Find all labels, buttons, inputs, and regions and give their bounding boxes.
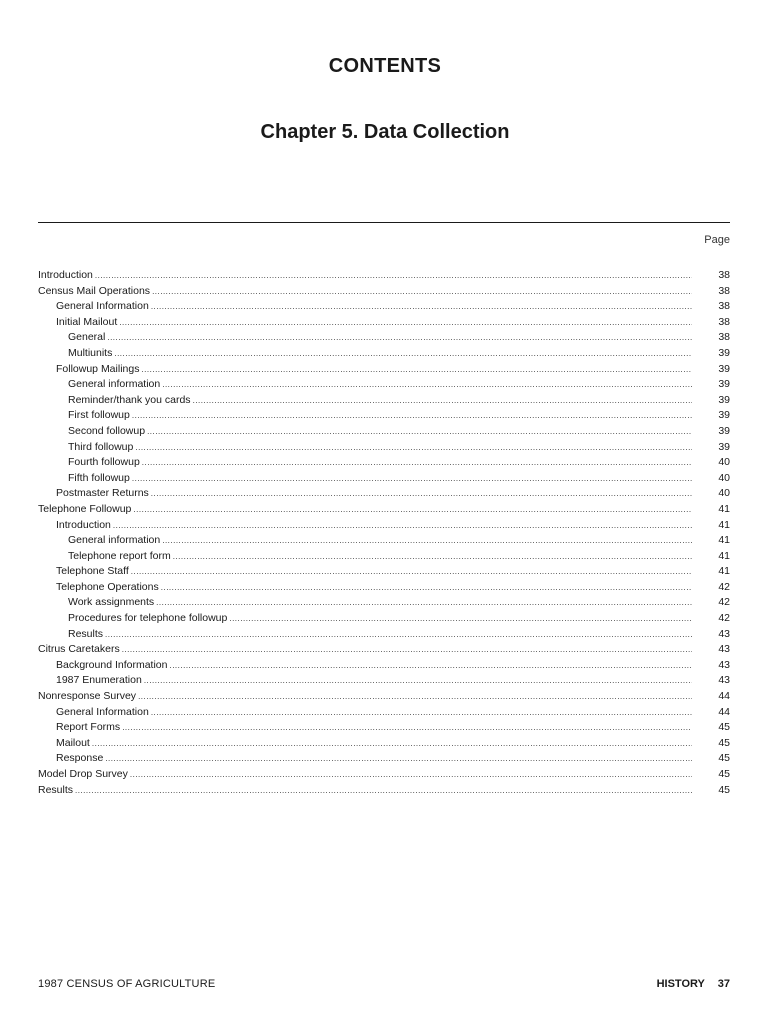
toc-entry-label: Background Information [56, 658, 168, 671]
toc-entry-label: Telephone Followup [38, 502, 132, 515]
toc-entry-label: Results [38, 783, 74, 796]
toc-entry [38, 408, 730, 424]
toc-entry-page: 39 [718, 346, 730, 359]
toc-dot-leader [147, 424, 692, 440]
toc-dot-leader [162, 377, 692, 393]
toc-dot-leader [173, 549, 692, 565]
toc-dot-leader [119, 315, 692, 331]
toc-entry [38, 346, 730, 362]
toc-dot-leader [229, 611, 692, 627]
toc-entry-page: 38 [718, 300, 730, 313]
toc-entry-label: Third followup [68, 440, 134, 453]
toc-entry-label: Second followup [68, 424, 146, 437]
footer-publication: 1987 CENSUS OF AGRICULTURE [38, 978, 216, 990]
toc-entry-label: Fifth followup [68, 471, 130, 484]
toc-dot-leader [151, 705, 692, 721]
toc-entry [38, 549, 730, 565]
toc-entry-page: 45 [718, 783, 730, 796]
toc-dot-leader [151, 299, 692, 315]
toc-entry [38, 767, 730, 783]
toc-entry-page: 40 [718, 471, 730, 484]
toc-entry-label: Results [68, 627, 104, 640]
toc-dot-leader [130, 767, 692, 783]
toc-dot-leader [156, 595, 692, 611]
toc-entry [38, 268, 730, 284]
toc-entry-label: Reminder/thank you cards [68, 393, 191, 406]
toc-entry [38, 393, 730, 409]
toc-dot-leader [122, 720, 692, 736]
toc-dot-leader [193, 393, 692, 409]
toc-entry-page: 40 [718, 487, 730, 500]
toc-entry-label: 1987 Enumeration [56, 674, 142, 687]
toc-entry-page: 41 [718, 534, 730, 547]
toc-entry-page: 41 [718, 518, 730, 531]
toc-entry [38, 720, 730, 736]
toc-entry-page: 44 [718, 705, 730, 718]
toc-entry-label: First followup [68, 409, 130, 422]
toc-dot-leader [133, 502, 692, 518]
toc-dot-leader [152, 284, 692, 300]
toc-entry-page: 40 [718, 456, 730, 469]
toc-entry-label: Fourth followup [68, 456, 140, 469]
toc-dot-leader [114, 346, 692, 362]
toc-entry-page: 42 [718, 596, 730, 609]
toc-entry-label: Multiunits [68, 346, 113, 359]
toc-entry-page: 42 [718, 580, 730, 593]
toc-dot-leader [131, 564, 692, 580]
toc-entry-page: 43 [718, 674, 730, 687]
toc-entry-page: 39 [718, 393, 730, 406]
toc-dot-leader [92, 736, 692, 752]
toc-entry [38, 658, 730, 674]
toc-entry-page: 45 [718, 721, 730, 734]
toc-dot-leader [141, 362, 692, 378]
toc-dot-leader [169, 658, 692, 674]
toc-entry-label: Followup Mailings [56, 362, 140, 375]
toc-entry-page: 41 [718, 502, 730, 515]
chapter-title: Chapter 5. Data Collection [260, 121, 510, 143]
toc-entry-page: 45 [718, 768, 730, 780]
toc-entry-label: Mailout [56, 736, 90, 749]
toc-entry-label: General information [68, 534, 161, 547]
header-divider [38, 222, 730, 223]
toc-entry [38, 783, 730, 799]
toc-entry [38, 595, 730, 611]
toc-entry-page: 42 [718, 612, 730, 625]
toc-entry-label: Response [56, 752, 104, 765]
toc-entry-label: General Information [56, 705, 149, 718]
toc-entry [38, 611, 730, 627]
toc-entry-label: Census Mail Operations [38, 284, 151, 297]
toc-entry [38, 315, 730, 331]
toc-entry-label: Postmaster Returns [56, 487, 149, 500]
toc-entry-label: Introduction [56, 518, 111, 531]
contents-title: CONTENTS [328, 55, 442, 77]
toc-entry-page: 39 [718, 409, 730, 422]
toc-dot-leader [132, 471, 692, 487]
toc-entry-label: Telephone report form [68, 549, 171, 562]
toc-dot-leader [113, 518, 692, 534]
toc-entry [38, 299, 730, 315]
toc-entry-page: 38 [718, 315, 730, 328]
toc-entry-page: 45 [718, 736, 730, 749]
toc-entry [38, 377, 730, 393]
toc-dot-leader [135, 440, 692, 456]
toc-dot-leader [122, 642, 692, 658]
toc-dot-leader [75, 783, 692, 799]
toc-entry-page: 45 [718, 752, 730, 765]
toc-entry [38, 689, 730, 705]
toc-dot-leader [142, 455, 692, 471]
toc-entry-page: 39 [718, 424, 730, 437]
toc-entry-page: 38 [718, 331, 730, 344]
toc-entry-page: 43 [718, 627, 730, 640]
toc-entry-page: 44 [718, 690, 730, 703]
toc-entry-page: 43 [718, 658, 730, 671]
toc-entry-page: 38 [718, 284, 730, 297]
toc-entry [38, 533, 730, 549]
toc-entry-page: 38 [718, 269, 730, 281]
toc-dot-leader [138, 689, 692, 705]
table-of-contents [38, 268, 730, 798]
toc-entry-label: General Information [56, 300, 149, 313]
toc-entry-label: Model Drop Survey [38, 768, 128, 780]
page-column-label: Page [704, 234, 730, 246]
toc-entry [38, 705, 730, 721]
toc-entry-label: Introduction [38, 269, 93, 281]
footer-section: HISTORY [656, 978, 705, 990]
toc-entry-page: 43 [718, 643, 730, 656]
toc-entry-label: Work assignments [68, 596, 155, 609]
toc-dot-leader [144, 673, 692, 689]
toc-entry-label: Nonresponse Survey [38, 690, 137, 703]
toc-entry [38, 564, 730, 580]
toc-entry-label: Report Forms [56, 721, 121, 734]
toc-entry-label: Telephone Operations [56, 580, 159, 593]
toc-dot-leader [151, 486, 692, 502]
toc-entry [38, 642, 730, 658]
toc-entry [38, 736, 730, 752]
toc-entry-label: General [68, 331, 106, 344]
footer-page-number: 37 [717, 978, 730, 990]
toc-dot-leader [132, 408, 692, 424]
toc-entry [38, 673, 730, 689]
toc-entry-page: 39 [718, 362, 730, 375]
toc-entry-page: 39 [718, 378, 730, 391]
toc-entry [38, 486, 730, 502]
toc-entry-label: Telephone Staff [56, 565, 129, 578]
toc-dot-leader [107, 330, 692, 346]
toc-entry-label: Citrus Caretakers [38, 643, 120, 656]
toc-entry-label: Procedures for telephone followup [68, 612, 228, 625]
toc-entry [38, 330, 730, 346]
toc-dot-leader [105, 627, 692, 643]
toc-entry [38, 580, 730, 596]
toc-entry [38, 440, 730, 456]
toc-dot-leader [95, 268, 692, 284]
toc-entry [38, 455, 730, 471]
toc-entry [38, 424, 730, 440]
toc-entry-label: General information [68, 378, 161, 391]
toc-entry-page: 41 [718, 565, 730, 578]
toc-entry [38, 751, 730, 767]
toc-entry [38, 284, 730, 300]
toc-entry-label: Initial Mailout [56, 315, 118, 328]
toc-dot-leader [105, 751, 692, 767]
toc-dot-leader [161, 580, 692, 596]
toc-entry [38, 518, 730, 534]
toc-entry-page: 39 [718, 440, 730, 453]
footer-page-info [657, 978, 730, 990]
toc-entry-page: 41 [718, 549, 730, 562]
toc-entry [38, 471, 730, 487]
toc-entry [38, 362, 730, 378]
toc-entry [38, 627, 730, 643]
toc-entry [38, 502, 730, 518]
toc-dot-leader [162, 533, 692, 549]
